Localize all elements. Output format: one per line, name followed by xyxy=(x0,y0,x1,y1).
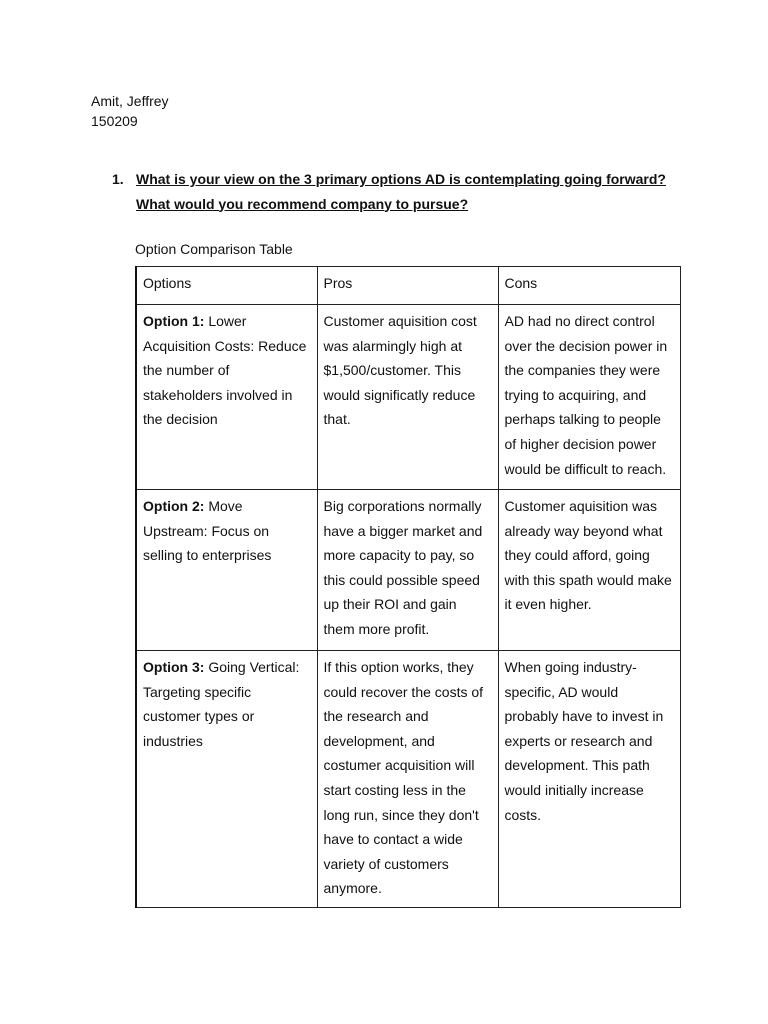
header-options: Options xyxy=(136,267,317,305)
cons-cell: When going industry-specific, AD would probably have to invest in experts or research and development. This path would initially increase costs. xyxy=(498,651,680,908)
option-label: Option 2: xyxy=(143,498,205,514)
table-caption: Option Comparison Table xyxy=(135,241,293,257)
author-block xyxy=(91,91,169,131)
pros-cell: Customer aquisition cost was alarmingly high at $1,500/customer. This would significatly reduce that. xyxy=(317,305,498,490)
cons-cell: AD had no direct control over the decision power in the companies they were trying to acquiring, and perhaps talking to people of higher decision power would be difficult to reach. xyxy=(498,305,680,490)
option-cell xyxy=(136,305,317,490)
header-pros: Pros xyxy=(317,267,498,305)
table-row xyxy=(136,490,680,651)
option-label: Option 3: xyxy=(143,659,205,675)
question-number: 1. xyxy=(112,171,124,187)
option-comparison-table xyxy=(135,266,681,908)
option-cell xyxy=(136,490,317,651)
table-header-row xyxy=(136,267,680,305)
pros-cell: Big corporations normally have a bigger market and more capacity to pay, so this could possible speed up their ROI and gain them more profit. xyxy=(317,490,498,651)
header-cons: Cons xyxy=(498,267,680,305)
cons-cell: Customer aquisition was already way beyond what they could afford, going with this spath would make it even higher. xyxy=(498,490,680,651)
pros-cell: If this option works, they could recover the costs of the research and development, and costumer acquisition will start costing less in the long run, since they don't have to contact a wide variety of customers anymore. xyxy=(317,651,498,908)
author-id: 150209 xyxy=(91,113,138,129)
option-description: Lower Acquisition Costs: Reduce the number of stakeholders involved in the decision xyxy=(143,313,307,428)
option-label: Option 1: xyxy=(143,313,205,329)
question-text xyxy=(136,167,696,216)
question-line-1: What is your view on the 3 primary options AD is contemplating going forward? xyxy=(136,171,666,187)
option-cell xyxy=(136,651,317,908)
option-description: Move Upstream: Focus on selling to enterprises xyxy=(143,498,272,564)
author-name: Amit, Jeffrey xyxy=(91,93,169,109)
question-line-2: What would you recommend company to pursue? xyxy=(136,195,469,212)
table-row xyxy=(136,305,680,490)
table-row xyxy=(136,651,680,908)
option-description: Going Vertical: Targeting specific customer types or industries xyxy=(143,659,300,749)
